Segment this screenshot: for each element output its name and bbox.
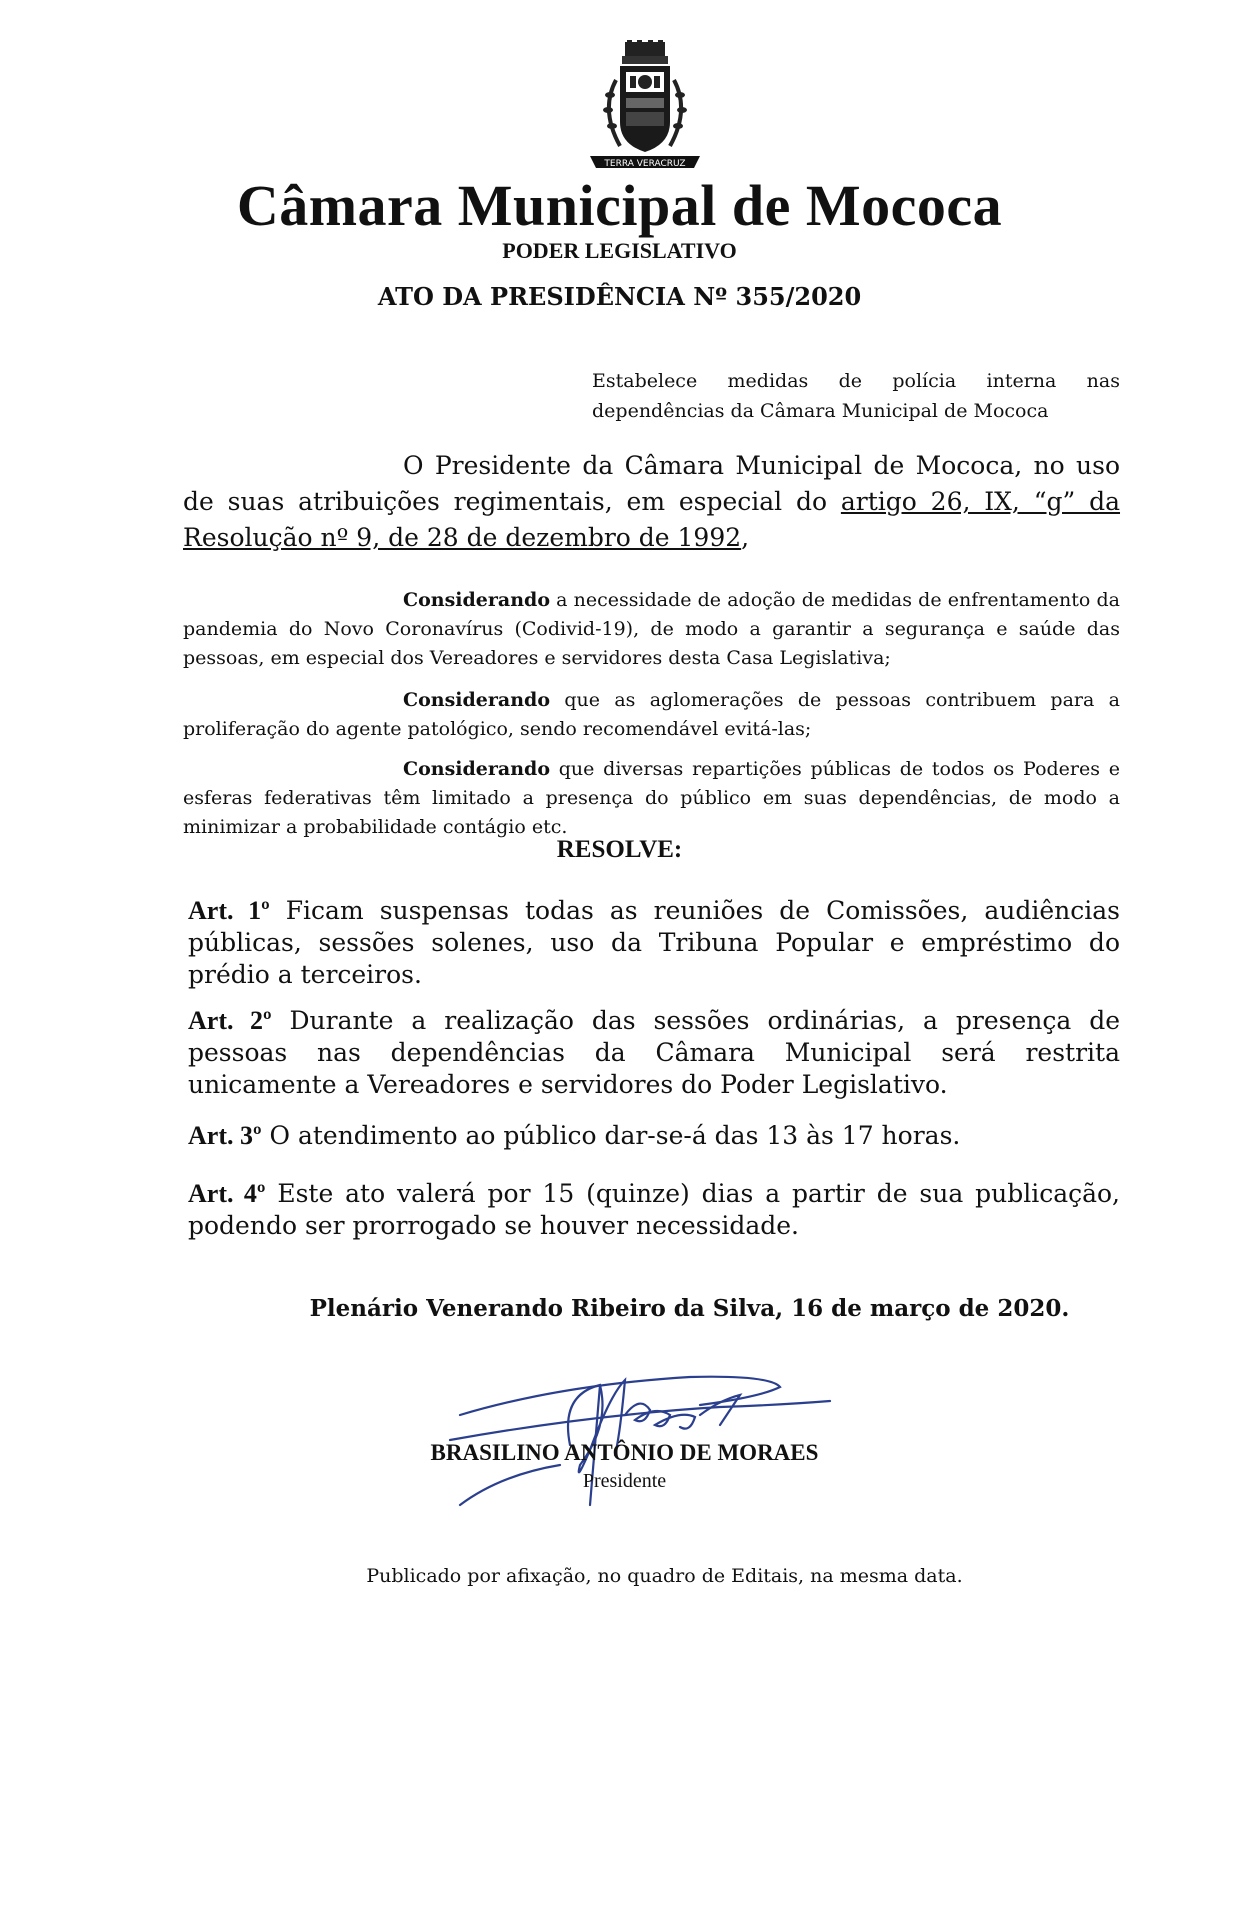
preamble-end: , <box>741 523 750 552</box>
act-title: ATO DA PRESIDÊNCIA Nº 355/2020 <box>377 282 862 311</box>
institution-name: Câmara Municipal de Mococa <box>236 173 1003 238</box>
consideration-lead: Considerando <box>403 589 550 611</box>
article-label: Art. 4º <box>188 1179 266 1208</box>
consideration-text: que as aglomerações de pessoas contribuem para a proliferação do agente patológico, sendo recomendável evitá-las; <box>183 689 1120 740</box>
closing-place-date: Plenário Venerando Ribeiro da Silva, 16 de março de 2020. <box>309 1295 1070 1322</box>
resolve-heading: RESOLVE: <box>556 836 683 863</box>
consideration-paragraph <box>183 586 1120 673</box>
consideration-lead: Considerando <box>403 689 550 711</box>
consideration-text: a necessidade de adoção de medidas de enfrentamento da pandemia do Novo Coronavírus (Codivid-19), de modo a garantir a segurança e saúde das pessoas, em especial dos Vereadores e servidores desta Casa Legislativa; <box>183 589 1120 669</box>
consideration-paragraph <box>183 755 1120 842</box>
article-text: Durante a realização das sessões ordinárias, a presença de pessoas nas dependências da Câmara Municipal será restrita unicamente a Vereadores e servidores do Poder Legislativo. <box>188 1006 1120 1099</box>
article-paragraph <box>188 895 1120 991</box>
legal-reference: artigo 26, IX, “g” da Resolução nº 9, de 28 de dezembro de 1992 <box>183 487 1121 552</box>
article-paragraph <box>188 1120 1120 1152</box>
article-paragraph <box>188 1005 1120 1101</box>
act-summary: Estabelece medidas de polícia interna nas dependências da Câmara Municipal de Mococa <box>592 370 1120 422</box>
publication-note: Publicado por afixação, no quadro de Editais, na mesma data. <box>366 1565 963 1587</box>
article-label: Art. 3º <box>188 1121 262 1150</box>
signer-name: BRASILINO ANTÔNIO DE MORAES <box>430 1440 819 1465</box>
article-text: Ficam suspensas todas as reuniões de Comissões, audiências públicas, sessões solenes, uso da Tribuna Popular e empréstimo do prédio a terceiros. <box>188 896 1120 989</box>
consideration-paragraph <box>183 686 1120 744</box>
signer-role: Presidente <box>582 1470 667 1492</box>
preamble <box>183 448 1120 556</box>
article-text: Este ato valerá por 15 (quinze) dias a partir de sua publicação, podendo ser prorrogado se houver necessidade. <box>188 1179 1121 1240</box>
article-label: Art. 1º <box>188 896 270 925</box>
preamble-text: O Presidente da Câmara Municipal de Mococa, no uso de suas atribuições regimentais, em especial do <box>183 451 1120 516</box>
consideration-lead: Considerando <box>403 758 550 780</box>
institution-power: PODER LEGISLATIVO <box>502 238 737 263</box>
article-paragraph <box>188 1178 1120 1242</box>
article-label: Art. 2º <box>188 1006 272 1035</box>
coat-of-arms-logo <box>570 40 720 180</box>
article-text: O atendimento ao público dar-se-á das 13 às 17 horas. <box>261 1121 961 1150</box>
consideration-text: que diversas repartições públicas de todos os Poderes e esferas federativas têm limitado a presença do público em suas dependências, de modo a minimizar a probabilidade contágio etc. <box>183 758 1120 838</box>
crest-ribbon-text: TERRA VERACRUZ <box>604 159 686 169</box>
